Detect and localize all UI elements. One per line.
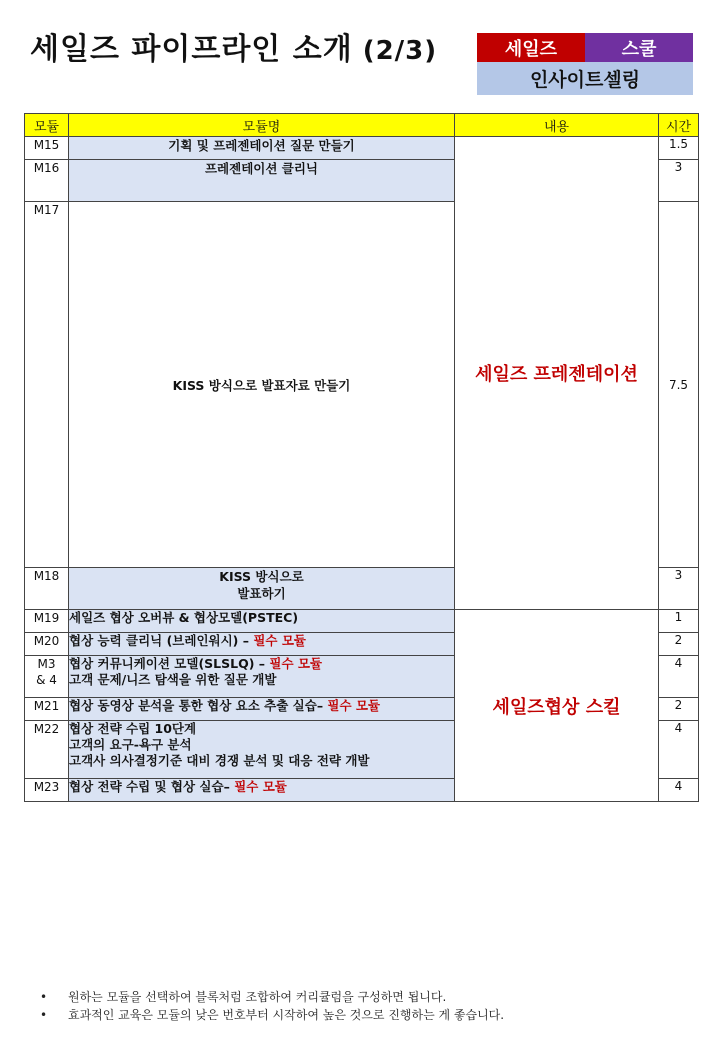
title-main: 세일즈 파이프라인 소개 <box>30 32 353 67</box>
module-name <box>69 633 455 656</box>
module-code: M17 <box>25 202 69 568</box>
module-code: M22 <box>25 721 69 779</box>
module-code <box>25 656 69 698</box>
module-hours: 7.5 <box>659 202 699 568</box>
module-name-line3: 고객사 의사결정기준 대비 경쟁 분석 및 대응 전략 개발 <box>69 753 370 768</box>
module-code: M15 <box>25 137 69 160</box>
bullet-icon: • <box>40 990 48 1004</box>
header-time: 시간 <box>659 114 699 137</box>
module-name: KISS 방식으로 발표자료 만들기 <box>69 202 455 568</box>
required-tag: 필수 모듈 <box>269 656 323 671</box>
notes-list <box>40 988 504 1024</box>
module-code-line2: & 4 <box>36 673 57 687</box>
header-module-name: 모듈명 <box>69 114 455 137</box>
badge-sales: 세일즈 <box>477 33 585 62</box>
module-name-line1 <box>69 656 454 672</box>
module-code: M18 <box>25 568 69 610</box>
required-tag: 필수 모듈 <box>234 779 287 794</box>
module-name-text: 협상 전략 수립 및 협상 실습– <box>69 779 235 794</box>
note-text: 원하는 모듈을 선택하여 블록처럼 조합하여 커리큘럼을 구성하면 됩니다. <box>68 990 447 1004</box>
module-name-line2: 고객 문제/니즈 탐색을 위한 질문 개발 <box>69 672 277 687</box>
group-presentation: 세일즈 프레젠테이션 <box>455 137 659 610</box>
table-header-row <box>25 114 699 137</box>
module-code: M16 <box>25 160 69 202</box>
module-name <box>69 656 455 698</box>
module-hours: 4 <box>659 779 699 802</box>
program-badge <box>477 33 693 97</box>
module-name-text: 협상 능력 클리닉 (브레인워시) – <box>69 633 254 648</box>
module-hours: 4 <box>659 656 699 698</box>
group-negotiation: 세일즈협상 스킬 <box>455 610 659 802</box>
module-hours: 2 <box>659 698 699 721</box>
module-hours: 3 <box>659 160 699 202</box>
module-name <box>69 721 455 779</box>
module-name-text: 협상 동영상 분석을 통한 협상 요소 추출 실습– <box>69 698 328 713</box>
note-text: 효과적인 교육은 모듈의 낮은 번호부터 시작하여 높은 것으로 진행하는 게 좋습니다. <box>68 1008 505 1022</box>
note-item <box>40 1006 504 1024</box>
module-hours: 1.5 <box>659 137 699 160</box>
module-name-text: 협상 커뮤니케이션 모델(SLSLQ) – <box>69 656 270 671</box>
module-name <box>69 779 455 802</box>
module-name <box>69 698 455 721</box>
badge-insight-selling: 인사이트셀링 <box>477 62 693 95</box>
module-hours: 1 <box>659 610 699 633</box>
module-code: M20 <box>25 633 69 656</box>
module-table <box>24 113 699 802</box>
module-code: M21 <box>25 698 69 721</box>
module-name-line2: 발표하기 <box>237 586 286 601</box>
module-name: 기획 및 프레젠테이션 질문 만들기 <box>69 137 455 160</box>
header-content: 내용 <box>455 114 659 137</box>
module-name <box>69 568 455 610</box>
module-hours: 3 <box>659 568 699 610</box>
table-row <box>25 137 699 160</box>
note-item <box>40 988 504 1006</box>
bullet-icon: • <box>40 1008 48 1022</box>
module-hours: 4 <box>659 721 699 779</box>
table-row <box>25 610 699 633</box>
module-code-line1: M3 <box>37 657 56 671</box>
module-name-line1: KISS 방식으로 <box>219 569 304 584</box>
module-hours: 2 <box>659 633 699 656</box>
module-code: M23 <box>25 779 69 802</box>
header-module: 모듈 <box>25 114 69 137</box>
module-name-line1: 협상 전략 수립 10단계 <box>69 721 197 736</box>
module-name-line2: 고객의 요구-욕구 분석 <box>69 737 192 752</box>
required-tag: 필수 모듈 <box>253 633 306 648</box>
module-name: 프레젠테이션 클리닉 <box>69 160 455 202</box>
page-title <box>30 24 437 68</box>
module-code: M19 <box>25 610 69 633</box>
module-name: 세일즈 협상 오버뷰 & 협상모델(PSTEC) <box>69 610 455 633</box>
title-page-number: (2/3) <box>362 36 438 66</box>
required-tag: 필수 모듈 <box>327 698 381 713</box>
badge-school: 스쿨 <box>585 33 693 62</box>
